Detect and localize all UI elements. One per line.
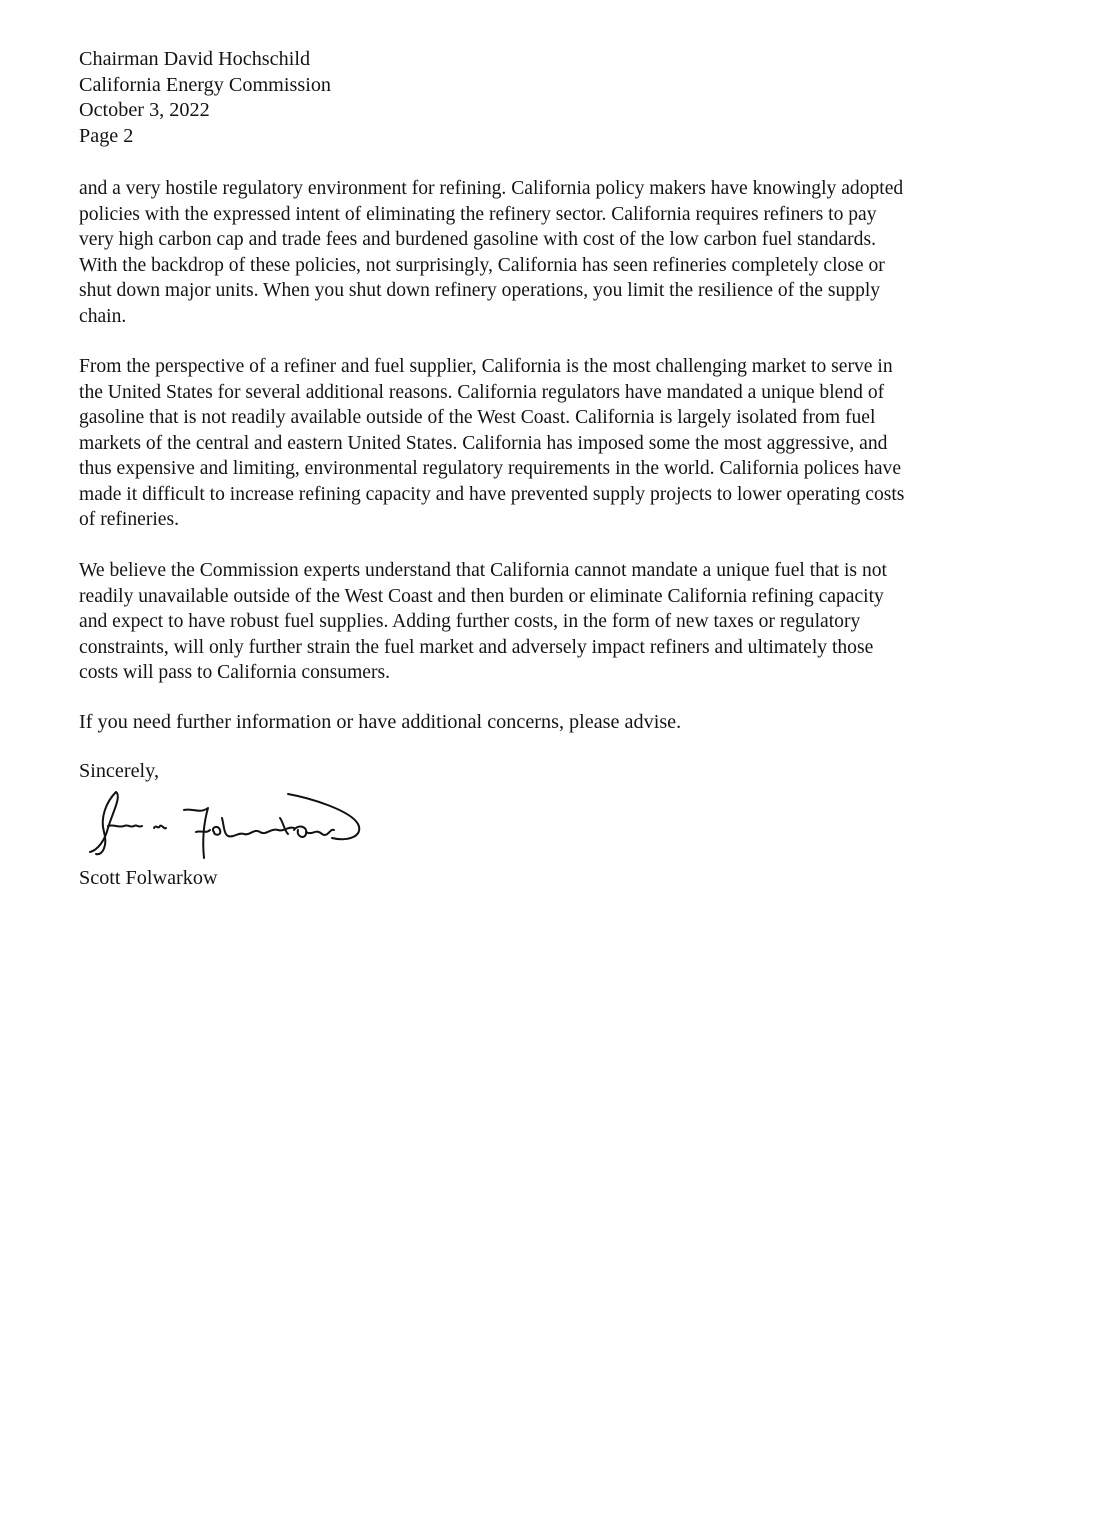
paragraph-line: thus expensive and limiting, environmental regulatory requirements in the world. California polices have: [79, 457, 902, 479]
paragraph-line: policies with the expressed intent of eliminating the refinery sector. California requires refiners to pay: [79, 202, 877, 225]
paragraph-line: We believe the Commission experts understand that California cannot mandate a unique fuel that is not: [79, 559, 887, 581]
paragraph-line: the United States for several additional reasons. California regulators have mandated a unique blend of: [79, 380, 885, 403]
valediction: [79, 759, 159, 785]
paragraph-line: markets of the central and eastern United States. California has imposed some the most aggressive, and: [79, 431, 888, 454]
paragraph-line: very high carbon cap and trade fees and burdened gasoline with cost of the low carbon fuel standards.: [79, 228, 876, 250]
body-paragraph-1: [79, 176, 903, 329]
paragraph-line: and a very hostile regulatory environment for refining. California policy makers have knowingly adopted: [79, 177, 904, 199]
body-paragraph-3: [79, 558, 887, 686]
paragraph-line: chain.: [79, 304, 127, 327]
paragraph-line: With the backdrop of these policies, not surprisingly, California has seen refineries completely close or: [79, 253, 885, 276]
paragraph-line: made it difficult to increase refining capacity and have prevented supply projects to lower operating costs: [79, 482, 905, 505]
paragraph-line: of refineries.: [79, 508, 180, 530]
paragraph-line: readily unavailable outside of the West Coast and then burden or eliminate California refining capacity: [79, 584, 884, 607]
signer-name-text: Scott Folwarkow: [79, 867, 218, 889]
closing-sentence-text: If you need further information or have additional concerns, please advise.: [79, 711, 682, 733]
valediction-text: Sincerely,: [79, 760, 160, 782]
signer-name: [79, 866, 218, 892]
page-number: Page 2: [79, 124, 134, 147]
handwritten-signature: [88, 788, 378, 860]
body-paragraph-2: [79, 354, 904, 533]
paragraph-line: and expect to have robust fuel supplies. Adding further costs, in the form of new taxes or regulatory: [79, 610, 861, 632]
recipient-organization: California Energy Commission: [79, 73, 332, 96]
paragraph-line: From the perspective of a refiner and fuel supplier, California is the most challenging market to serve in: [79, 355, 893, 377]
closing-sentence: [79, 710, 681, 736]
signature-icon: [88, 788, 378, 860]
letter-header: [79, 47, 331, 149]
paragraph-line: constraints, will only further strain the fuel market and adversely impact refiners and ultimately those: [79, 635, 874, 658]
paragraph-line: shut down major units. When you shut down refinery operations, you limit the resilience of the supply: [79, 279, 881, 301]
paragraph-line: gasoline that is not readily available outside of the West Coast. California is largely isolated from fuel: [79, 406, 876, 428]
recipient-name: Chairman David Hochschild: [79, 48, 311, 70]
paragraph-line: costs will pass to California consumers.: [79, 661, 391, 683]
letter-date: October 3, 2022: [79, 99, 210, 121]
